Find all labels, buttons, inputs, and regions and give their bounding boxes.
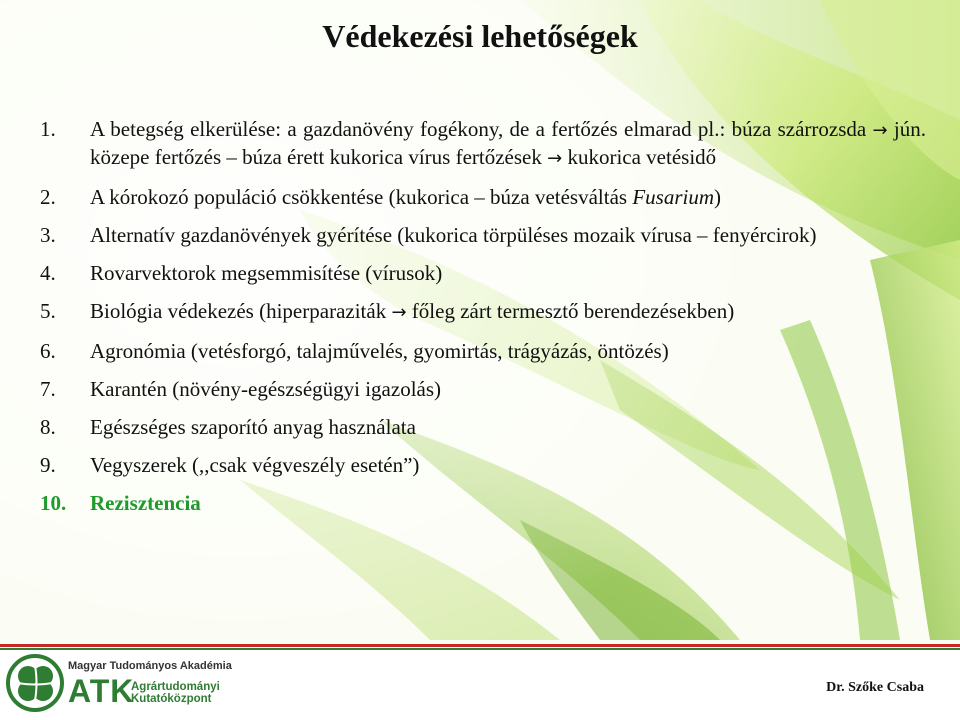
org-subname-line: Agrártudományi — [131, 681, 220, 693]
list-item — [40, 414, 926, 440]
list-item — [40, 260, 926, 286]
list-item-text: jún. közepe fertőzés – búza érett kukorica vírus fertőzések — [90, 117, 926, 169]
list-item-number: 5. — [40, 299, 56, 323]
list-item — [40, 452, 926, 478]
list-item — [40, 376, 926, 402]
author-name: Dr. Szőke Csaba — [826, 680, 924, 695]
atk-logo-icon — [6, 654, 64, 712]
list-item-text: Rezisztencia — [90, 491, 201, 515]
list-item-italic-text: Fusarium — [632, 185, 715, 209]
org-subname — [131, 681, 220, 705]
list-item — [40, 338, 926, 364]
list-item-number: 2. — [40, 185, 56, 209]
org-subname-line: Kutatóközpont — [131, 693, 212, 705]
right-arrow-icon: → — [391, 302, 407, 323]
list-item-number: 3. — [40, 223, 56, 247]
list-item-text: kukorica vetésidő — [562, 145, 717, 169]
org-acronym: ATK — [68, 673, 135, 709]
list-item-number: 4. — [40, 261, 56, 285]
org-name-line: Magyar Tudományos Akadémia — [68, 660, 232, 672]
list-item-text: A kórokozó populáció csökkentése (kukorica – búza vetésváltás — [90, 185, 633, 209]
list-item-number: 9. — [40, 453, 56, 477]
footer-green-divider — [0, 648, 960, 650]
list-item-number: 1. — [40, 117, 56, 141]
list-item-text: főleg zárt termesztő berendezésekben) — [406, 299, 735, 323]
list-item — [40, 116, 926, 172]
list-item-text: Rovarvektorok megsemmisítése (vírusok) — [90, 261, 443, 285]
list-item-number: 6. — [40, 339, 56, 363]
list-item — [40, 298, 926, 326]
list-item-text: Vegyszerek (,,csak végveszély esetén”) — [90, 453, 420, 477]
list-item-text: Biológia védekezés (hiperparaziták — [90, 299, 392, 323]
protection-options-list — [40, 116, 926, 528]
list-item-highlighted — [40, 490, 926, 516]
right-arrow-icon: → — [547, 148, 563, 169]
footer-red-divider — [0, 644, 960, 647]
list-item-number: 7. — [40, 377, 56, 401]
list-item-number: 8. — [40, 415, 56, 439]
list-item-number: 10. — [40, 491, 67, 515]
list-item — [40, 184, 926, 210]
list-item — [40, 222, 926, 248]
list-item-text: A betegség elkerülése: a gazdanövény fogékony, de a fertőzés elmarad pl.: búza szárrozsda — [90, 117, 873, 141]
list-item-text: Egészséges szaporító anyag használata — [90, 415, 416, 439]
list-item-text: ) — [714, 185, 722, 209]
right-arrow-icon: → — [872, 120, 888, 141]
list-item-text: Agronómia (vetésforgó, talajművelés, gyomirtás, trágyázás, öntözés) — [90, 339, 669, 363]
slide-title: Védekezési lehetőségek — [322, 18, 638, 54]
list-item-text: Karantén (növény-egészségügyi igazolás) — [90, 377, 442, 401]
list-item-text: Alternatív gazdanövények gyérítése (kukorica törpüléses mozaik vírusa – fenyércirok) — [90, 223, 817, 247]
